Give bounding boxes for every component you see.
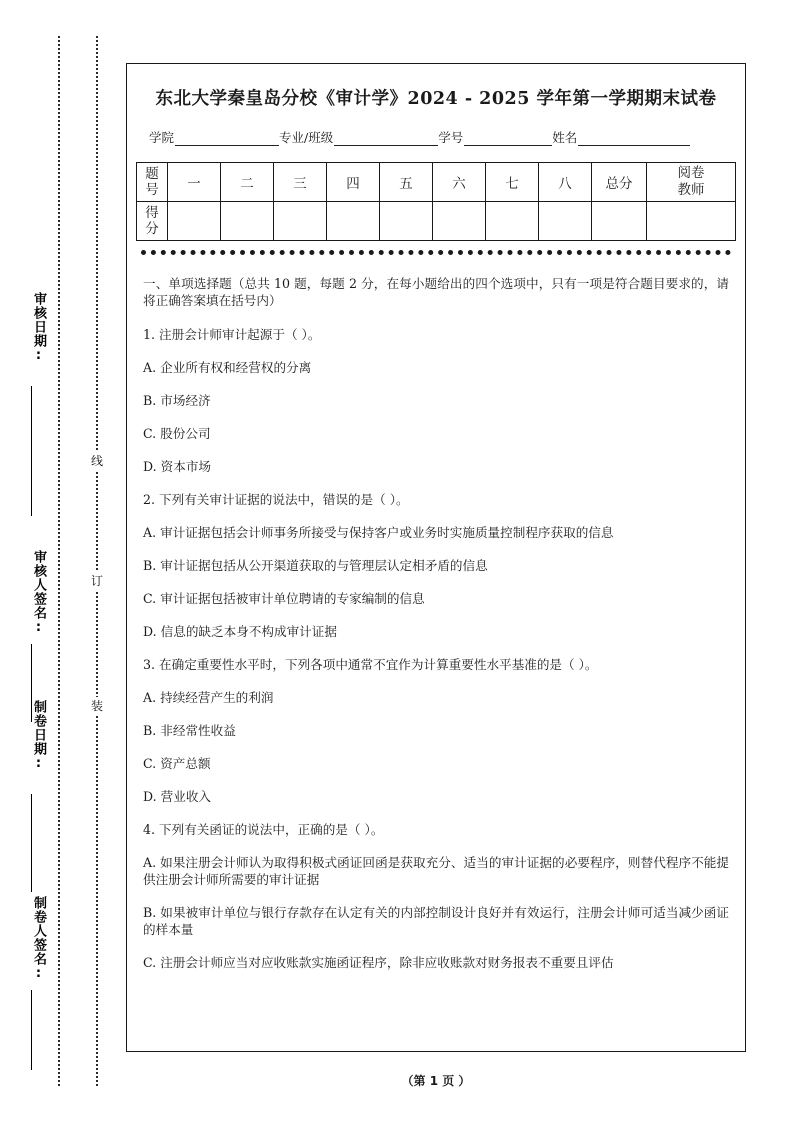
question-2-option-a: A. 审计证据包括会计师事务所接受与保持客户或业务时实施质量控制程序获取的信息	[143, 525, 614, 540]
question-2-option-c: C. 审计证据包括被审计单位聘请的专家编制的信息	[143, 591, 425, 606]
college-label: 学院	[149, 130, 175, 145]
paper-author-signature-label: 制卷人签名:	[31, 896, 46, 982]
question-3: 3. 在确定重要性水平时，下列各项中通常不宜作为计算重要性水平基准的是（ ）。	[143, 657, 598, 672]
question-4-option-a: A. 如果注册会计师认为取得积极式函证回函是获取充分、适当的审计证据的必要程序，则替代程序不能提供注册会计师所需要的审计证据	[143, 855, 729, 887]
question-3-option-d: D. 营业收入	[143, 789, 212, 804]
table-row-scores	[137, 202, 736, 241]
score-cell-1[interactable]	[168, 202, 221, 241]
reviewer-signature-label: 审核人签名:	[31, 550, 46, 636]
score-table-row-label-question	[137, 163, 168, 202]
question-3-option-a: A. 持续经营产生的利润	[143, 690, 274, 705]
footer-page-number: （第 1 页 ）	[401, 1074, 471, 1088]
question-1-option-d: D. 资本市场	[143, 459, 212, 474]
score-col-grader	[647, 163, 736, 202]
score-col-7: 七	[486, 163, 539, 202]
binding-strip	[0, 0, 126, 1122]
question-1: 1. 注册会计师审计起源于（ ）。	[143, 327, 321, 342]
score-cell-4[interactable]	[327, 202, 380, 241]
exam-body	[143, 275, 729, 971]
binding-marker-zhuang: 装	[87, 697, 107, 715]
student-name-label: 姓名	[552, 130, 578, 145]
question-4-option-c: C. 注册会计师应当对应收账款实施函证程序，除非应收账款对财务报表不重要且评估	[143, 955, 614, 970]
paper-author-signature-rule	[31, 990, 32, 1070]
page-title: 东北大学秦皇岛分校《审计学》2024 - 2025 学年第一学期期末试卷	[155, 89, 717, 109]
question-1-option-b: B. 市场经济	[143, 393, 211, 408]
binding-dotted-line-inner	[96, 36, 98, 1086]
student-name-input[interactable]	[578, 132, 690, 146]
student-id-input[interactable]	[464, 132, 552, 146]
score-cell-6[interactable]	[433, 202, 486, 241]
question-4: 4. 下列有关函证的说法中，正确的是（ ）。	[143, 822, 384, 837]
section-heading-one: 一、单项选择题（总共 10 题，每题 2 分，在每小题给出的四个选项中，只有一项是符合题目要求的，请将正确答案填在括号内）	[143, 276, 729, 308]
question-2-option-b: B. 审计证据包括从公开渠道获取的与管理层认定相矛盾的信息	[143, 558, 488, 573]
review-date-label: 审核日期:	[31, 292, 46, 364]
binding-marker-ding: 订	[87, 572, 107, 590]
row-label-char-2: 号	[145, 182, 159, 198]
question-1-option-c: C. 股份公司	[143, 426, 211, 441]
score-table-row-label-score	[137, 202, 168, 241]
review-date-rule	[31, 386, 32, 516]
section-separator	[141, 250, 731, 261]
grader-label-line-2: 教师	[677, 182, 705, 198]
score-cell-3[interactable]	[274, 202, 327, 241]
major-class-label: 专业/班级	[279, 130, 334, 145]
score-label-char-1: 得	[145, 205, 159, 221]
question-4-option-b: B. 如果被审计单位与银行存款存在认定有关的内部控制设计良好并有效运行，注册会计师可适当减少函证的样本量	[143, 905, 729, 937]
exam-page-box	[126, 63, 746, 1052]
score-table	[136, 162, 736, 241]
score-col-3: 三	[274, 163, 327, 202]
score-cell-5[interactable]	[380, 202, 433, 241]
score-cell-8[interactable]	[539, 202, 592, 241]
question-1-option-a: A. 企业所有权和经营权的分离	[143, 360, 312, 375]
student-info-line	[149, 128, 723, 146]
score-cell-grader[interactable]	[647, 202, 736, 241]
score-label-char-2: 分	[145, 221, 159, 237]
college-input[interactable]	[175, 132, 279, 146]
question-2: 2. 下列有关审计证据的说法中，错误的是（ ）。	[143, 492, 409, 507]
question-3-option-b: B. 非经常性收益	[143, 723, 236, 738]
grader-label-line-1: 阅卷	[677, 165, 705, 181]
table-row-question-numbers	[137, 163, 736, 202]
binding-marker-xian: 线	[87, 452, 107, 470]
score-col-total: 总分	[592, 163, 647, 202]
score-cell-total[interactable]	[592, 202, 647, 241]
score-cell-7[interactable]	[486, 202, 539, 241]
major-class-input[interactable]	[334, 132, 438, 146]
score-col-4: 四	[327, 163, 380, 202]
row-label-char-1: 题	[145, 166, 159, 182]
score-col-5: 五	[380, 163, 433, 202]
score-col-1: 一	[168, 163, 221, 202]
binding-dotted-line-outer	[58, 36, 60, 1086]
score-col-2: 二	[221, 163, 274, 202]
score-cell-2[interactable]	[221, 202, 274, 241]
score-col-8: 八	[539, 163, 592, 202]
paper-date-label: 制卷日期:	[31, 700, 46, 772]
paper-date-rule	[31, 794, 32, 892]
question-3-option-c: C. 资产总额	[143, 756, 211, 771]
question-2-option-d: D. 信息的缺乏本身不构成审计证据	[143, 624, 337, 639]
student-id-label: 学号	[438, 130, 464, 145]
score-col-6: 六	[433, 163, 486, 202]
